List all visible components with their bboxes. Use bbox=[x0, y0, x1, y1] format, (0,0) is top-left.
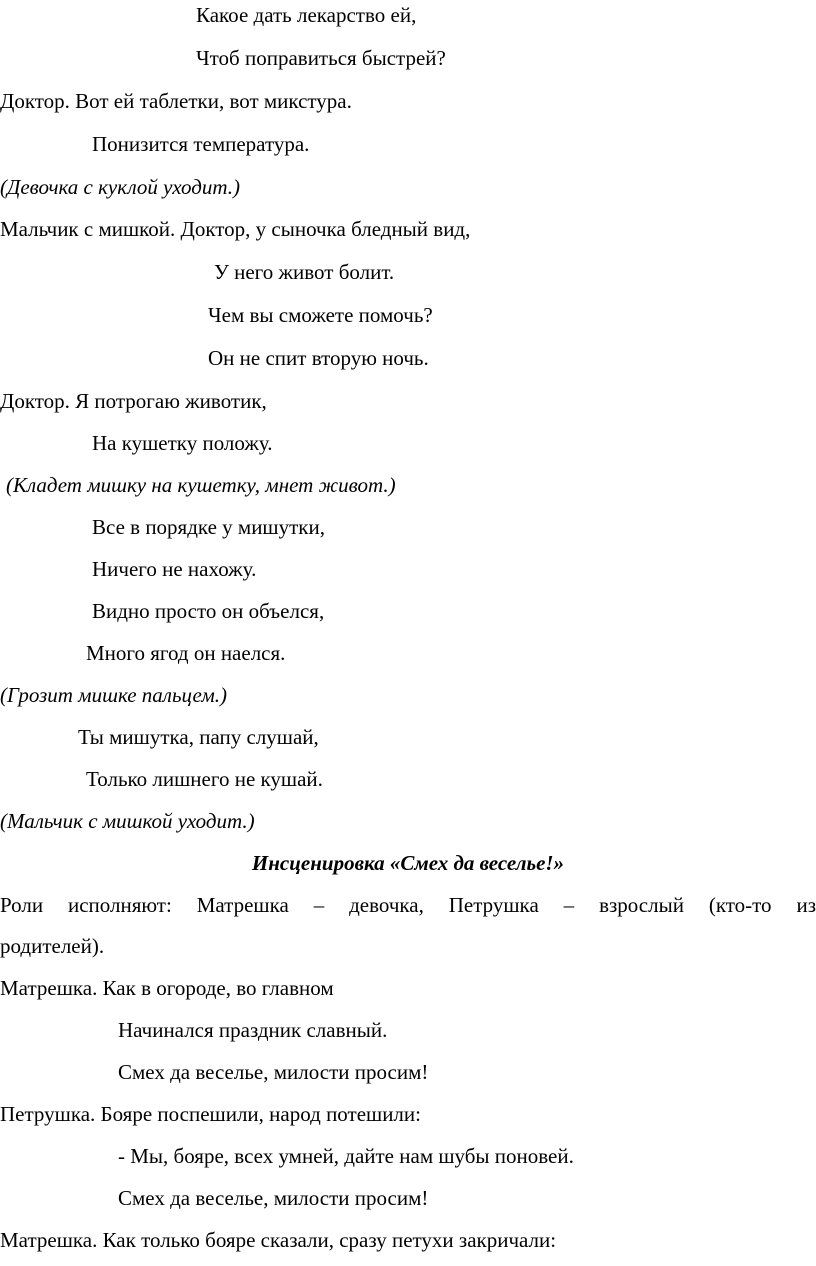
verse-line: Смех да веселье, милости просим! bbox=[118, 1186, 429, 1210]
verse-line: Чтоб поправиться быстрей? bbox=[196, 46, 446, 70]
verse-line: На кушетку положу. bbox=[92, 431, 273, 455]
stage-direction: (Мальчик с мишкой уходит.) bbox=[0, 809, 255, 833]
dialogue-line: Доктор. Я потрогаю животик, bbox=[0, 389, 267, 413]
roles-paragraph: Роли исполняют: Матрешка – девочка, Петрушка – взрослый (кто-то из bbox=[0, 893, 816, 917]
stage-direction: (Грозит мишке пальцем.) bbox=[0, 683, 227, 707]
verse-line: Только лишнего не кушай. bbox=[86, 767, 323, 791]
dialogue-line: Петрушка. Бояре поспешили, народ потешили: bbox=[0, 1102, 421, 1126]
verse-line: Видно просто он объелся, bbox=[92, 599, 325, 623]
roles-paragraph-continued: родителей). bbox=[0, 934, 105, 958]
verse-line: Все в порядке у мишутки, bbox=[92, 515, 325, 539]
verse-line: Смех да веселье, милости просим! bbox=[118, 1060, 429, 1084]
dialogue-line: Матрешка. Как только бояре сказали, сразу петухи закричали: bbox=[0, 1228, 557, 1252]
verse-line: - Мы, бояре, всех умней, дайте нам шубы поновей. bbox=[118, 1144, 574, 1168]
verse-line: Много ягод он наелся. bbox=[86, 641, 286, 665]
stage-direction: (Девочка с куклой уходит.) bbox=[0, 175, 241, 199]
verse-line: Начинался праздник славный. bbox=[118, 1018, 388, 1042]
verse-line: Ты мишутка, папу слушай, bbox=[78, 725, 319, 749]
section-heading: Инсценировка «Смех да веселье!» bbox=[251, 851, 565, 875]
verse-line: У него живот болит. bbox=[214, 260, 395, 284]
verse-line: Ничего не нахожу. bbox=[92, 557, 257, 581]
dialogue-line: Доктор. Вот ей таблетки, вот микстура. bbox=[0, 89, 352, 113]
dialogue-line: Матрешка. Как в огороде, во главном bbox=[0, 976, 334, 1000]
dialogue-line: Мальчик с мишкой. Доктор, у сыночка бледный вид, bbox=[0, 217, 471, 241]
verse-line: Чем вы сможете помочь? bbox=[208, 303, 433, 327]
verse-line: Какое дать лекарство ей, bbox=[196, 3, 417, 27]
verse-line: Он не спит вторую ночь. bbox=[208, 346, 429, 370]
verse-line: Понизится температура. bbox=[92, 132, 310, 156]
stage-direction: (Кладет мишку на кушетку, мнет живот.) bbox=[6, 473, 396, 497]
